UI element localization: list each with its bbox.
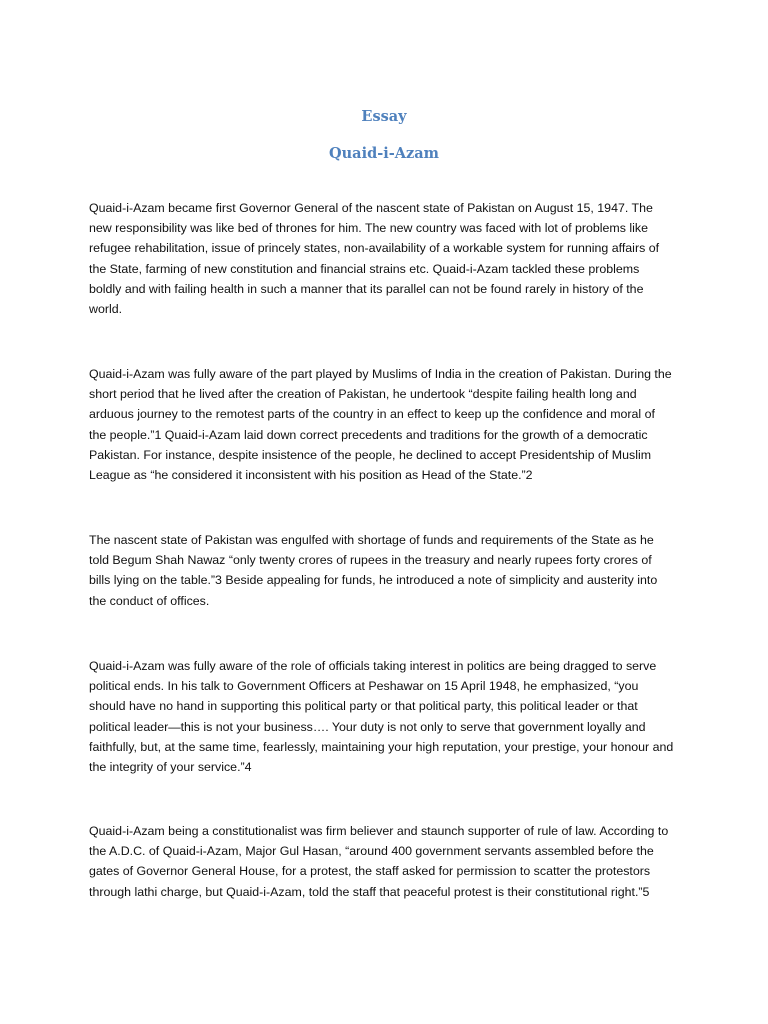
paragraph: The nascent state of Pakistan was engulfed with shortage of funds and requirements of the State as he told Begum Shah Nawaz “only twenty crores of rupees in the treasury and nearly rupees forty crores of bills lying on the table.”3 Beside appealing for funds, he introduced a note of simplicity and austerity into the conduct of offices. bbox=[89, 533, 658, 608]
paragraph: Quaid-i-Azam was fully aware of the part played by Muslims of India in the creation of Pakistan. During the short period that he lived after the creation of Pakistan, he undertook “despite failing health long and arduous journey to the remotest parts of the country in an effect to keep up the confidence and moral of the people.”1 Quaid-i-Azam laid down correct precedents and traditions for the growth of a democratic Pakistan. For instance, despite insistence of the people, he declined to accept Presidentship of Muslim League as “he considered it inconsistent with his position as Head of the State.”2 bbox=[89, 367, 672, 483]
paragraph: Quaid-i-Azam was fully aware of the role of officials taking interest in politics are being dragged to serve political ends. In his talk to Government Officers at Peshawar on 15 April 1948, he emphasized, “you should have no hand in supporting this political party or that political party, this political leader or that political leader—this is not your business…. Your duty is not only to serve that government loyally and faithfully, but, at the same time, fearlessly, maintaining your high reputation, your prestige, your honour and the integrity of your service.”4 bbox=[89, 659, 674, 775]
paragraph: Quaid-i-Azam became first Governor General of the nascent state of Pakistan on August 15, 1947. The new responsibility was like bed of thrones for him. The new country was faced with lot of problems like refugee rehabilitation, issue of princely states, non-availability of a workable system for running affairs of the State, farming of new constitution and financial strains etc. Quaid-i-Azam tackled these problems boldly and with failing health in such a manner that its parallel can not be found rarely in history of the world. bbox=[89, 201, 660, 317]
document-title: Essay bbox=[361, 108, 407, 125]
document-subtitle: Quaid-i-Azam bbox=[329, 145, 439, 162]
paragraph: Quaid-i-Azam being a constitutionalist was firm believer and staunch supporter of rule of law. According to the A.D.C. of Quaid-i-Azam, Major Gul Hasan, “around 400 government servants assembled before the gates of Governor General House, for a protest, the staff asked for permission to scatter the protestors through lathi charge, but Quaid-i-Azam, told the staff that peaceful protest is their constitutional right.”5 bbox=[89, 824, 669, 899]
